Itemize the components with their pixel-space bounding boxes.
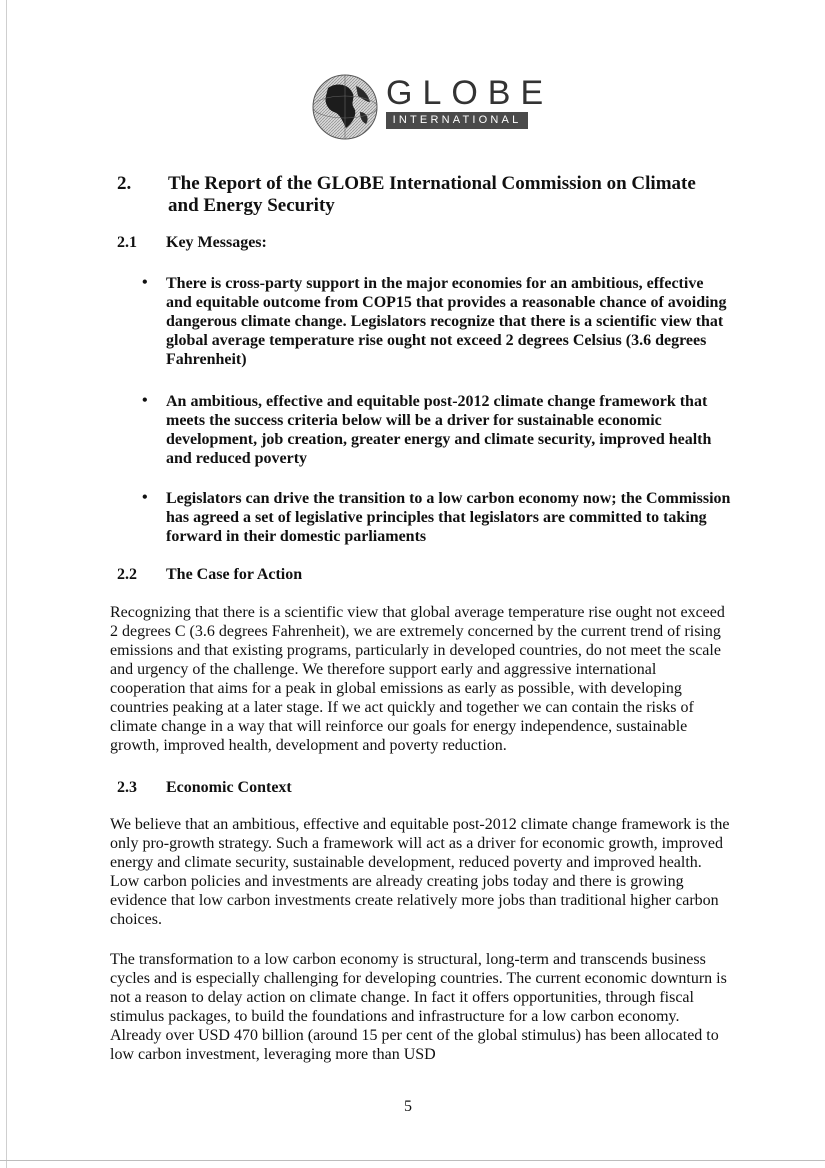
economic-context-paragraph-2: The transformation to a low carbon economy is structural, long-term and transcends business cycles and is especially challenging for developing countries. The current economic downturn is not a reason to delay action on climate change. In fact it offers opportunities, through fiscal stimulus packages, to build the foundations and infrastructure for a low carbon economy. Already over USD 470 billion (around 15 per cent of the global stimulus) has been allocated to low carbon investment, leveraging more than USD — [110, 951, 727, 1063]
section-number: 2. — [117, 173, 132, 194]
bullet-icon: • — [142, 392, 148, 409]
bullet-icon: • — [142, 489, 148, 506]
subsection-title-economic-context: Economic Context — [166, 779, 292, 796]
globe-international-logo — [310, 72, 554, 142]
subsection-number-2-1: 2.1 — [117, 234, 137, 251]
key-message-bullet-3: Legislators can drive the transition to a low carbon economy now; the Commission has agreed a set of legislative principles that legislators are committed to taking forward in their domestic parliaments — [166, 490, 731, 545]
page-number: 5 — [404, 1098, 412, 1115]
subsection-number-2-2: 2.2 — [117, 566, 137, 583]
section-title-line-2: and Energy Security — [168, 195, 335, 216]
section-title-line-1: The Report of the GLOBE International Commission on Climate — [168, 173, 696, 194]
page-edge-line — [6, 0, 7, 1168]
logo-wordmark: GLOBE — [386, 74, 554, 112]
section-title — [168, 173, 768, 217]
subsection-number-2-3: 2.3 — [117, 779, 137, 796]
key-message-bullet-1: There is cross-party support in the major economies for an ambitious, effective and equitable outcome from COP15 that provides a reasonable chance of avoiding dangerous climate change. Legislators recognize that there is a scientific view that global average temperature rise ought not exceed 2 degrees Celsius (3.6 degrees Fahrenheit) — [166, 275, 727, 368]
key-message-bullet-2: An ambitious, effective and equitable post-2012 climate change framework that meets the success criteria below will be a driver for sustainable economic development, job creation, greater energy and climate security, improved health and reduced poverty — [166, 393, 712, 467]
page-bottom-line — [0, 1160, 825, 1161]
case-for-action-paragraph: Recognizing that there is a scientific view that global average temperature rise ought not exceed 2 degrees C (3.6 degrees Fahrenheit), we are extremely concerned by the current trend of rising emissions and that existing programs, particularly in developed countries, do not meet the scale and urgency of the challenge. We therefore support early and aggressive international cooperation that aims for a peak in global emissions as early as possible, with developing countries peaking at a later stage. If we act quickly and together we can contain the risks of climate change in a way that will reinforce our goals for energy independence, sustainable growth, improved health, development and poverty reduction. — [110, 604, 725, 754]
subsection-title-key-messages: Key Messages: — [166, 234, 267, 251]
globe-icon — [310, 72, 380, 142]
bullet-icon: • — [142, 274, 148, 291]
economic-context-paragraph-1: We believe that an ambitious, effective and equitable post-2012 climate change framework is the only pro-growth strategy. Such a framework will act as a driver for economic growth, improved energy and climate security, sustainable development, reduced poverty and improved health. Low carbon policies and investments are already creating jobs today and there is growing evidence that low carbon investments create relatively more jobs than traditional higher carbon choices. — [110, 816, 730, 928]
logo-subtitle: INTERNATIONAL — [386, 112, 528, 129]
subsection-title-case-for-action: The Case for Action — [166, 566, 303, 583]
